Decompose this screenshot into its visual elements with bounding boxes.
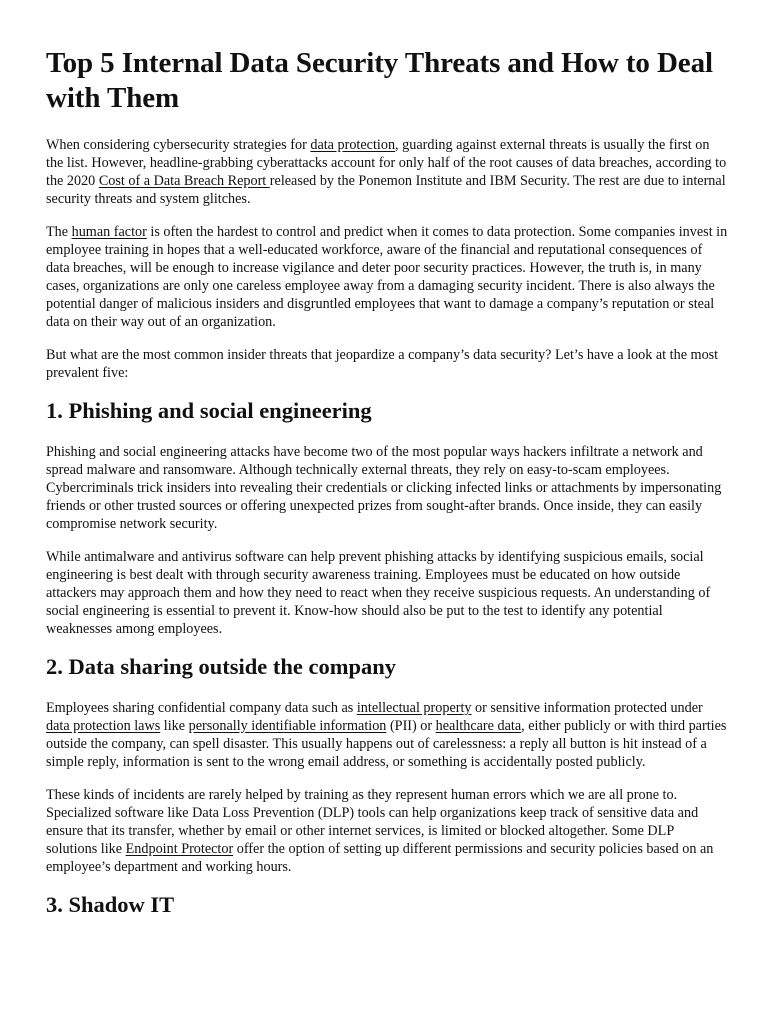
data-sharing-paragraph-1 xyxy=(46,699,728,771)
phishing-paragraph-2: While antimalware and antivirus software can help prevent phishing attacks by identifying suspicious emails, social engineering is best dealt with through security awareness training. Employees must be educated on how outside attackers may approach them and how they need to react when they receive suspicious requests. An understanding of social engineering is essential to prevent it. Know-how should also be put to the test to identify any potential weaknesses among employees. xyxy=(46,549,711,637)
dlp-text-1: These kinds of incidents are rarely helped by training as they represent human errors which we are all prone to. Specialized software like Data Loss Prevention (DLP) tools can help organizations keep track of sensitive data and ensure that its transfer, whether by email or other internet services, is limited or blocked altogether. Some DLP solutions like xyxy=(46,787,699,857)
human-factor-text-2: is often the hardest to control and predict when it comes to data protection. Some companies invest in employee training in hopes that a well-educated workforce, aware of the financial and reputational consequences of data breaches, will be enough to increase vigilance and deter poor security practices. However, the truth is, in many cases, organizations are only one careless employee away from a damaging security incident. There is also always the potential danger of malicious insiders and disgruntled employees that want to damage a company’s reputation or steal data on their way out of an organization. xyxy=(46,224,728,330)
section-heading-phishing: 1. Phishing and social engineering xyxy=(46,398,372,423)
human-factor-paragraph xyxy=(46,223,728,331)
data-sharing-text-1: Employees sharing confidential company data such as xyxy=(46,700,357,716)
link-data-protection-laws[interactable]: data protection laws xyxy=(46,718,161,734)
link-endpoint-protector[interactable]: Endpoint Protector xyxy=(125,841,234,857)
phishing-paragraph-1: Phishing and social engineering attacks have become two of the most popular ways hackers infiltrate a network and spread malware and ransomware. Although technically external threats, they rely on easy-to-scam employees. Cybercriminals trick insiders into revealing their credentials or clicking infected links or attachments by impersonating friends or other trusted sources or offering unexpected prizes from sought-after brands. Once inside, they can easily compromise network security. xyxy=(46,444,722,532)
data-sharing-text-5: , either publicly or with third parties outside the company, can spell disaster. This usually happens out of carelessness: a reply all button is hit instead of a simple reply, information is sent to the wrong email address, or something is accidentally posted publicly. xyxy=(46,718,727,770)
data-sharing-text-4: (PII) or xyxy=(386,718,436,734)
intro-text-3: released by the Ponemon Institute and IBM Security. The rest are due to internal security threats and system glitches. xyxy=(46,173,726,207)
link-cost-of-breach-report[interactable]: Cost of a Data Breach Report xyxy=(98,173,270,189)
link-healthcare-data[interactable]: healthcare data xyxy=(435,718,522,734)
link-data-protection[interactable]: data protection xyxy=(310,137,396,153)
threats-question-paragraph: But what are the most common insider threats that jeopardize a company’s data security? Let’s have a look at the most prevalent five: xyxy=(46,347,719,381)
human-factor-text-1: The xyxy=(46,224,72,240)
intro-paragraph xyxy=(46,136,728,208)
link-intellectual-property[interactable]: intellectual property xyxy=(356,700,472,716)
data-sharing-text-2: or sensitive information protected under xyxy=(471,700,703,716)
dlp-text-2: offer the option of setting up different permissions and security policies based on an employee’s department and working hours. xyxy=(46,841,714,875)
link-human-factor[interactable]: human factor xyxy=(71,224,147,240)
section-heading-data-sharing: 2. Data sharing outside the company xyxy=(46,654,397,679)
page-title: Top 5 Internal Data Security Threats and How to Deal with Them xyxy=(46,47,713,114)
section-heading-shadow-it: 3. Shadow IT xyxy=(46,892,175,917)
link-pii[interactable]: personally identifiable information xyxy=(188,718,387,734)
data-sharing-paragraph-2 xyxy=(46,786,728,876)
intro-text-2: , guarding against external threats is usually the first on the list. However, headline-grabbing cyberattacks account for only half of the root causes of data breaches, according to the 2020 xyxy=(46,137,727,189)
intro-text-1: When considering cybersecurity strategies for xyxy=(46,137,311,153)
data-sharing-text-3: like xyxy=(160,718,189,734)
